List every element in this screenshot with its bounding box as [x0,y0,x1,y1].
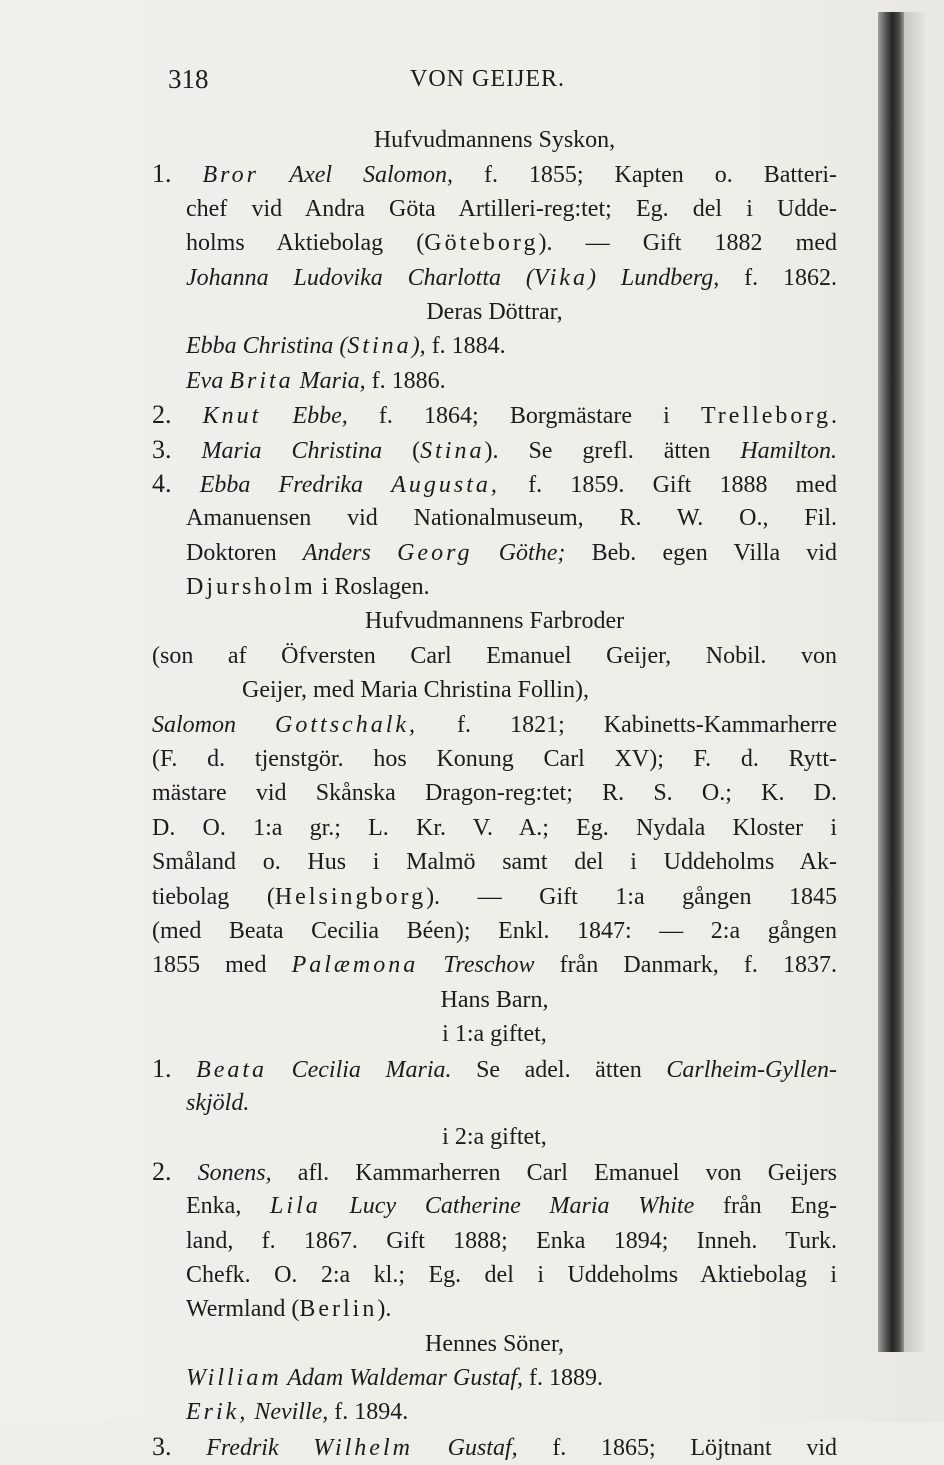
heading-farbroder: Hufvudmannens Farbroder [364,608,625,635]
barn-2-line-5: Wermland (Berlin). [186,1296,392,1323]
entry-4-line-4: Djursholm i Roslagen. [186,574,430,601]
entry-william: William Adam Waldemar Gustaf, f. 1889. [186,1365,604,1392]
farbroder-line-8: tiebolag (Helsingborg). — Gift 1:a gången 1845 [152,883,837,910]
page-number: 318 [168,64,209,94]
farbroder-line-6: D. O. 1:a gr.; L. Kr. V. A.; Eg. Nydala Kloster i [152,814,837,841]
farbroder-line-9: (med Beata Cecilia Béen); Enkl. 1847: — 2:a gången [152,917,837,944]
heading-hans-barn: Hans Barn, [440,986,549,1013]
barn-1-line-2: skjöld. [186,1089,250,1116]
barn-2-line-1: 2. Sonens, afl. Kammarherren Carl Emanuel von Geijers [152,1156,838,1186]
entry-erik: Erik, Neville, f. 1894. [186,1399,409,1426]
heading-hennes-soner: Hennes Söner, [424,1330,564,1357]
entry-1-line-3: holms Aktiebolag (Göteborg). — Gift 1882 med [186,230,837,257]
page-edge-light [904,12,926,1352]
binding-shadow [878,12,904,1352]
farbroder-line-1: (son af Öfversten Carl Emanuel Geijer, Nobil. von [152,642,837,669]
entry-1-line-1: 1. Bror Axel Salomon, f. 1855; Kapten o. Batteri- [152,159,837,189]
farbroder-line-3: Salomon Gottschalk, f. 1821; Kabinetts-Kammarherre [152,711,837,738]
entry-2: 2. Knut Ebbe, f. 1864; Borgmästare i Trelleborg. [152,400,837,430]
entry-3b: 3. Fredrik Wilhelm Gustaf, f. 1865; Löjtnant vid [152,1431,837,1461]
page-body [152,123,837,1464]
farbroder-line-7: Småland o. Hus i Malmö samt del i Uddeholms Ak- [152,849,837,876]
heading-forsta-giftet: i 1:a giftet, [442,1021,547,1048]
barn-2-line-4: Chefk. O. 2:a kl.; Eg. del i Uddeholms Aktiebolag i [186,1261,837,1288]
barn-1-line-1: 1. Beata Cecilia Maria. Se adel. ätten Carlheim-Gyllen- [152,1053,837,1083]
barn-2-line-3: land, f. 1867. Gift 1888; Enka 1894; Inneh. Turk. [186,1227,837,1254]
heading-syskon: Hufvudmannens Syskon, [373,127,616,153]
heading-andra-giftet: i 2:a giftet, [442,1124,547,1151]
farbroder-line-5: mästare vid Skånska Dragon-reg:tet; R. S. O.; K. D. [152,780,837,807]
entry-1-line-4: Johanna Ludovika Charlotta (Vika) Lundberg, f. 1862. [186,264,837,291]
entry-4-line-2: Amanuensen vid Nationalmuseum, R. W. O., Fil. [186,505,837,532]
farbroder-line-10: 1855 med Palæmona Treschow från Danmark, f. 1837. [152,952,837,979]
entry-eva: Eva Brita Maria, f. 1886. [186,367,446,394]
running-head: VON GEIJER. [410,66,565,92]
page-header [168,64,828,100]
entry-3: 3. Maria Christina (Stina). Se grefl. ätten Hamilton. [152,434,838,464]
farbroder-line-4: (F. d. tjenstgör. hos Konung Carl XV); F. d. Rytt- [152,746,837,773]
farbroder-line-2: Geijer, med Maria Christina Follin), [242,677,589,704]
heading-deras-dottrar: Deras Döttrar, [426,298,563,325]
entry-4-line-1: 4. Ebba Fredrika Augusta, f. 1859. Gift 1888 med [152,468,837,498]
entry-ebba: Ebba Christina (Stina), f. 1884. [186,333,506,360]
barn-2-line-2: Enka, Lila Lucy Catherine Maria White från Eng- [186,1193,838,1220]
entry-4-line-3: Doktoren Anders Georg Göthe; Beb. egen Villa vid [186,539,837,566]
entry-1-line-2: chef vid Andra Göta Artilleri-reg:tet; Eg. del i Udde- [186,195,837,222]
